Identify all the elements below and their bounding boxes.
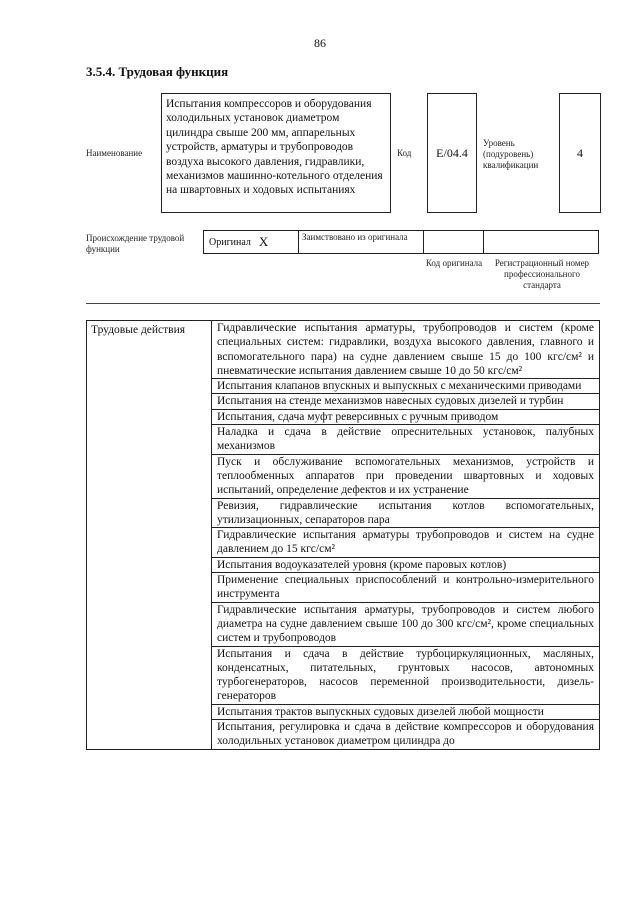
action-item: Испытания трактов выпускных судовых дизелей любой мощности <box>212 704 600 719</box>
actions-header: Трудовые действия <box>87 321 212 750</box>
separator-rule <box>86 303 600 304</box>
action-item: Испытания водоуказателей уровня (кроме паровых котлов) <box>212 557 600 572</box>
actions-table <box>86 320 600 750</box>
action-item: Гидравлические испытания арматуры трубопроводов и систем на судне давлением до 15 кгс/см² <box>212 528 600 558</box>
origin-row <box>203 230 599 254</box>
origin-original-cell <box>204 231 299 253</box>
action-item: Испытания и сдача в действие турбоциркуляционных, масляных, конденсатных, питательных, грунтовых насосов, автономных турбогенераторов, насосов переменной производительности, дизель-генераторов <box>212 646 600 704</box>
level-value-box: 4 <box>559 93 601 213</box>
origin-reg-cell <box>484 231 598 253</box>
original-mark: X <box>258 234 269 249</box>
code-value-box: E/04.4 <box>427 93 477 213</box>
level-label: Уровень (подуровень) квалификации <box>483 138 539 170</box>
original-label: Оригинал <box>209 236 251 248</box>
action-item: Испытания клапанов впускных и выпускных с механическими приводами <box>212 379 600 394</box>
action-item: Наладка и сдача в действие опреснительных установок, палубных механизмов <box>212 425 600 455</box>
section-title: 3.5.4. Трудовая функция <box>86 64 229 79</box>
action-item: Применение специальных приспособлений и контрольно-измерительного инструмента <box>212 573 600 603</box>
action-item: Ревизия, гидравлические испытания котлов вспомогательных, утилизационных, сепараторов пара <box>212 498 600 528</box>
page-number: 86 <box>314 36 326 50</box>
origin-borrowed-cell: Заимствовано из оригинала <box>299 231 424 253</box>
name-label: Наименование <box>86 148 143 158</box>
action-item: Гидравлические испытания арматуры, трубопроводов и систем любого диаметра на судне давлением свыше 100 до 300 кгс/см², кроме специальных систем и трубопроводов <box>212 602 600 646</box>
code-original-caption: Код оригинала <box>425 258 483 268</box>
origin-label: Происхождение трудовой функции <box>86 233 185 254</box>
action-item: Пуск и обслуживание вспомогательных механизмов, устройств и теплообменных аппаратов при проведении швартовных и ходовых испытаний, определение дефектов и их устранение <box>212 454 600 498</box>
action-item: Гидравлические испытания арматуры, трубопроводов и систем (кроме специальных систем: гидравлики, воздуха высокого давления, главного и вспомогательного пара) на судне давлением свыше 15 до 100 кгс/см² и пневматические испытания давлением свыше 10 до 50 кгс/см² <box>212 321 600 379</box>
action-item: Испытания, регулировка и сдача в действие компрессоров и оборудования холодильных установок диаметром цилиндра до <box>212 720 600 750</box>
reg-number-caption: Регистрационный номер профессионального стандарта <box>494 258 590 290</box>
code-label: Код <box>397 148 412 158</box>
function-name-box: Испытания компрессоров и оборудования холодильных установок диаметром цилиндра свыше 200 мм, аппарельных устройств, арматуры и трубопроводов воздуха высокого давления, гидравлики, механизмов машинно-котельного отделения на швартовных и ходовых испытаниях <box>161 93 391 213</box>
action-item: Испытания на стенде механизмов навесных судовых дизелей и турбин <box>212 394 600 409</box>
table-row <box>87 321 600 379</box>
origin-code-cell <box>424 231 484 253</box>
action-item: Испытания, сдача муфт реверсивных с ручным приводом <box>212 409 600 424</box>
